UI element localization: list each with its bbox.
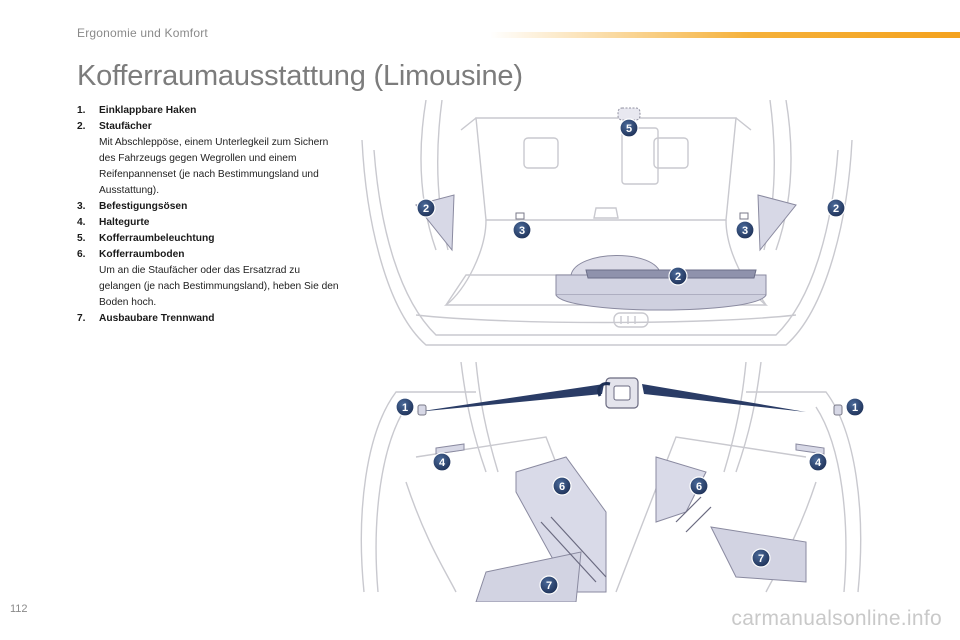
- retaining-strap: [796, 444, 824, 454]
- callout-marker: [690, 477, 708, 495]
- hook-arrow-left: [416, 384, 604, 412]
- callout-label: 1: [401, 402, 409, 414]
- legend-number: 6.: [77, 249, 86, 260]
- hook-detail-icon: [599, 378, 638, 408]
- legend-item: [77, 215, 342, 231]
- callout-marker: [846, 398, 864, 416]
- hook-arrow-right: [642, 384, 806, 412]
- legend-term: Einklappbare Haken: [99, 105, 197, 116]
- callout-label: 6: [558, 481, 566, 493]
- legend-term: Haltegurte: [99, 217, 150, 228]
- folding-hook: [834, 405, 842, 415]
- legend-term: Kofferraumboden: [99, 249, 185, 260]
- legend-number: 2.: [77, 121, 86, 132]
- callout-marker: [809, 453, 827, 471]
- callout-marker: [620, 119, 638, 137]
- accent-bar: [490, 32, 960, 38]
- legend-number: 4.: [77, 217, 86, 228]
- legend-number: 3.: [77, 201, 86, 212]
- callout-label: 1: [851, 402, 859, 414]
- storage-compartment-right: [758, 195, 796, 250]
- legend-term: Staufächer: [99, 121, 152, 132]
- callout-label: 3: [518, 225, 526, 237]
- legend-number: 5.: [77, 233, 86, 244]
- callout-marker: [513, 221, 531, 239]
- removable-partition-left: [476, 552, 581, 602]
- legend-number: 7.: [77, 313, 86, 324]
- callout-label: 2: [422, 203, 430, 215]
- tie-down-eye: [516, 213, 524, 219]
- folding-hook: [418, 405, 426, 415]
- legend-term: Befestigungsösen: [99, 201, 188, 212]
- retaining-strap: [436, 444, 464, 454]
- callout-marker: [540, 576, 558, 594]
- trunk-rear-illustration: [356, 100, 856, 360]
- callout-marker: [669, 267, 687, 285]
- legend-item: [77, 103, 342, 119]
- legend-description: Mit Abschleppöse, einem Unterlegkeil zum Sichern des Fahrzeugs gegen Wegrollen und einem Reifenpannenset (je nach Bestimmungsland und Ausstattung).: [99, 137, 329, 196]
- callout-marker: [396, 398, 414, 416]
- callout-label: 3: [741, 225, 749, 237]
- legend-term: Ausbaubare Trennwand: [99, 313, 215, 324]
- callout-marker: [433, 453, 451, 471]
- legend-item: [77, 119, 342, 199]
- callout-marker: [827, 199, 845, 217]
- page-number: 112: [10, 603, 28, 615]
- callout-label: 4: [814, 457, 822, 469]
- callout-label: 4: [438, 457, 446, 469]
- legend-description: Um an die Staufächer oder das Ersatzrad zu gelangen (je nach Bestimmungsland), heben Sie den Boden hoch.: [99, 265, 339, 308]
- callout-label: 6: [695, 481, 703, 493]
- legend-list: [77, 103, 342, 327]
- callout-marker: [553, 477, 571, 495]
- callout-marker: [417, 199, 435, 217]
- legend-item: [77, 247, 342, 311]
- callout-marker: [752, 549, 770, 567]
- trunk-side-illustration: [356, 362, 866, 602]
- callout-label: 7: [757, 553, 765, 565]
- legend-term: Kofferraumbeleuchtung: [99, 233, 215, 244]
- section-label: Ergonomie und Komfort: [77, 26, 208, 40]
- callout-label: 2: [674, 271, 682, 283]
- callout-label: 7: [545, 580, 553, 592]
- callout-marker: [736, 221, 754, 239]
- legend-item: [77, 231, 342, 247]
- tie-down-eye: [740, 213, 748, 219]
- center-storage-tray: [556, 255, 766, 310]
- legend-item: [77, 199, 342, 215]
- watermark: carmanualsonline.info: [731, 607, 942, 630]
- callout-label: 2: [832, 203, 840, 215]
- page-title: Kofferraumausstattung (Limousine): [77, 60, 523, 92]
- legend-number: 1.: [77, 105, 86, 116]
- trunk-light: [618, 108, 640, 120]
- callout-label: 5: [625, 123, 633, 135]
- legend-item: [77, 311, 342, 327]
